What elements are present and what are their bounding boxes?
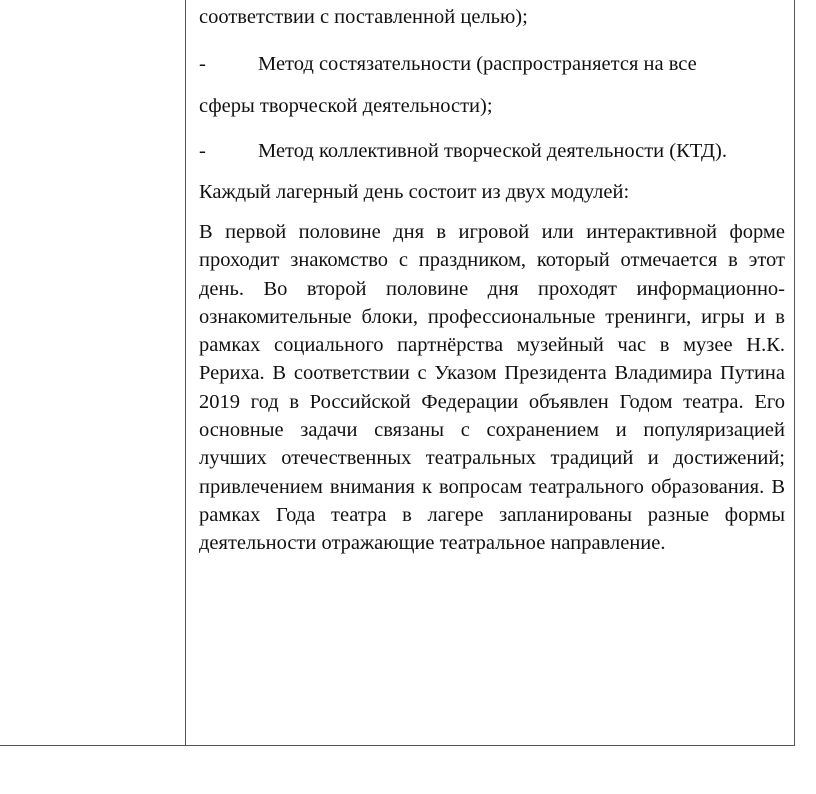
text-line-goal: соответствии с поставленной целью);: [199, 6, 528, 28]
bullet-dash: -: [199, 140, 206, 162]
modules-intro: Каждый лагерный день состоит из двух модулей:: [199, 181, 630, 203]
table-cell-left: [0, 0, 186, 746]
bullet-dash: -: [199, 53, 206, 75]
bullet-text: Метод коллективной творческой деятельности (КТД).: [258, 140, 727, 162]
text-line-continuation: сферы творческой деятельности);: [199, 95, 493, 117]
bullet-text: Метод состязательности (распространяется на все: [258, 53, 697, 75]
main-paragraph: В первой половине дня в игровой или интерактивной форме проходит знакомство с праздником, который отмечается в этот день. Во второй половине дня проходят информационно-ознакомительные блоки, профессиональные тренинги, игры и в рамках социального партнёрства музейный час в музее Н.К. Рериха. В соответствии с Указом Президента Владимира Путина 2019 год в Российской Федерации объявлен Годом театра. Его основные задачи связаны с сохранением и популяризацией лучших отечественных театральных традиций и достижений; привлечением внимания к вопросам театрального образования. В рамках Года театра в лагере запланированы разные формы деятельности отражающие театральное направление.: [199, 221, 785, 555]
